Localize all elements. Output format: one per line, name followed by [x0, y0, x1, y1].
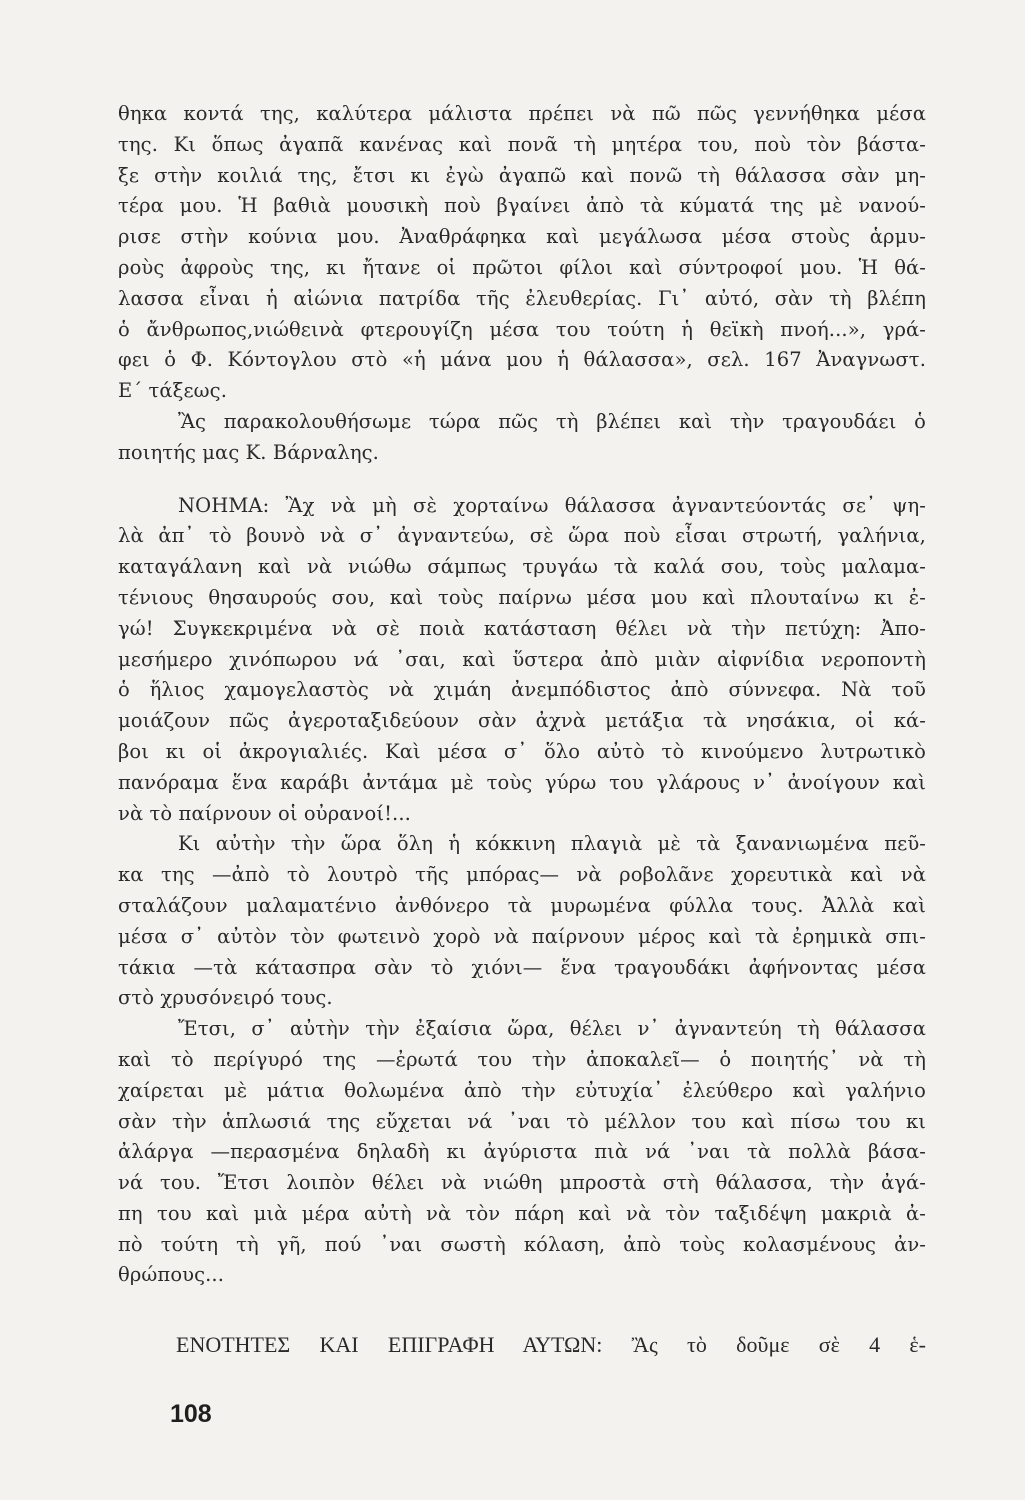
- text-line: ΝΟΗΜΑ: Ἂχ νὰ μὴ σὲ χορταίνω θάλασσα ἀγναντεύοντάς σε᾽ ψη-: [178, 493, 926, 517]
- page-number: 108: [170, 1400, 212, 1428]
- text-line: τένιους θησαυρούς σου, καὶ τοὺς παίρνω μέσα μου καὶ πλουταίνω κι ἐ-: [118, 585, 926, 609]
- text-line: πὸ τούτη τὴ γῆ, πού ᾽ναι σωστὴ κόλαση, ἀπὸ τοὺς κολασμένους ἀν-: [118, 1232, 926, 1256]
- text-line: γώ! Συγκεκριμένα νὰ σὲ ποιὰ κατάσταση θέλει νὰ τὴν πετύχη: Ἀπο-: [118, 616, 926, 640]
- text-line: μοιάζουν πῶς ἀγεροταξιδεύουν σὰν ἀχνὰ μετάξια τὰ νησάκια, οἱ κά-: [118, 709, 926, 733]
- paragraph-2: [118, 407, 926, 469]
- text-line: καὶ τὸ περίγυρό της —ἐρωτά του τὴν ἀποκαλεῖ— ὁ ποιητής᾽ νὰ τὴ: [118, 1047, 926, 1071]
- text-line: της. Κι ὅπως ἀγαπᾶ κανένας καὶ πονᾶ τὴ μητέρα του, ποὺ τὸν βάστα-: [118, 132, 926, 156]
- text-line: λασσα εἶναι ἡ αἰώνια πατρίδα τῆς ἐλευθερίας. Γι᾽ αὐτό, σὰν τὴ βλέπη: [118, 286, 926, 310]
- body-text: [118, 99, 926, 1291]
- text-line: θηκα κοντά της, καλύτερα μάλιστα πρέπει νὰ πῶ πῶς γεννήθηκα μέσα: [118, 102, 926, 125]
- text-line: ὁ ἥλιος χαμογελαστὸς νὰ χιμάη ἀνεμπόδιστος ἀπὸ σύννεφα. Νὰ τοῦ: [118, 678, 926, 702]
- text-line: ποιητής μας Κ. Βάρναλης.: [118, 440, 379, 464]
- text-line: βοι κι οἱ ἀκρογιαλιές. Καὶ μέσα σ᾽ ὅλο αὐτὸ τὸ κινούμενο λυτρωτικὸ: [118, 739, 926, 763]
- text-line: στὸ χρυσόνειρό τους.: [118, 986, 333, 1010]
- text-line: θρώπους...: [118, 1263, 225, 1287]
- text-line: Ἔτσι, σ᾽ αὐτὴν τὴν ἐξαίσια ὥρα, θέλει ν᾽ ἀγναντεύη τὴ θάλασσα: [178, 1017, 926, 1041]
- text-line: ρισε στὴν κούνια μου. Ἀναθράφηκα καὶ μεγάλωσα μέσα στοὺς ἁρμυ-: [118, 225, 926, 249]
- section-heading: ΕΝΟΤΗΤΕΣ ΚΑΙ ΕΠΙΓΡΑΦΗ ΑΥΤΩΝ: Ἂς τὸ δοῦμε σὲ 4 ἑ-: [176, 1332, 926, 1357]
- text-line: καταγάλανη καὶ νὰ νιώθω σάμπως τρυγάω τὰ καλά σου, τοὺς μαλαμα-: [118, 555, 926, 579]
- text-line: νά του. Ἔτσι λοιπὸν θέλει νὰ νιώθη μπροστὰ στὴ θάλασσα, τὴν ἀγά-: [118, 1171, 926, 1195]
- text-line: ἀλάργα —περασμένα δηλαδὴ κι ἀγύριστα πιὰ νά ᾽ναι τὰ πολλὰ βάσα-: [118, 1140, 926, 1164]
- text-line: σταλάζουν μαλαματένιο ἀνθόνερο τὰ μυρωμένα φύλλα τους. Ἀλλὰ καὶ: [118, 893, 926, 917]
- paragraph-3: [118, 491, 926, 830]
- paragraph-gap: [118, 469, 926, 491]
- text-line: Ἂς παρακολουθήσωμε τώρα πῶς τὴ βλέπει καὶ τὴν τραγουδάει ὁ: [178, 409, 926, 433]
- paragraph-1: [118, 99, 926, 407]
- text-line: Κι αὐτὴν τὴν ὥρα ὅλη ἡ κόκκινη πλαγιὰ μὲ τὰ ξανανιωμένα πεῦ-: [178, 832, 926, 856]
- text-line: ὁ ἄνθρωπος,νιώθεινὰ φτερουγίζη μέσα του τούτη ἡ θεϊκὴ πνοή...», γρά-: [118, 317, 926, 341]
- text-line: μεσήμερο χινόπωρου νά ᾽σαι, καὶ ὕστερα ἀπὸ μιὰν αἰφνίδια νεροποντὴ: [118, 647, 926, 671]
- text-line: νὰ τὸ παίρνουν οἱ οὐρανοί!...: [118, 801, 411, 825]
- paragraph-4: [118, 829, 926, 1014]
- text-line: μέσα σ᾽ αὐτὸν τὸν φωτεινὸ χορὸ νὰ παίρνουν μέρος καὶ τὰ ἐρημικὰ σπι-: [118, 924, 926, 948]
- text-line: λὰ ἀπ᾽ τὸ βουνὸ νὰ σ᾽ ἀγναντεύω, σὲ ὥρα ποὺ εἶσαι στρωτή, γαλήνια,: [118, 524, 926, 548]
- text-line: σὰν τὴν ἁπλωσιά της εὔχεται νά ᾽ναι τὸ μέλλον του καὶ πίσω του κι: [118, 1109, 926, 1133]
- text-line: ροὺς ἀφροὺς της, κι ἤτανε οἱ πρῶτοι φίλοι καὶ σύντροφοί μου. Ἡ θά-: [118, 255, 926, 279]
- text-line: πη του καὶ μιὰ μέρα αὐτὴ νὰ τὸν πάρη καὶ νὰ τὸν ταξιδέψη μακριὰ ἀ-: [118, 1201, 926, 1225]
- text-line: χαίρεται μὲ μάτια θολωμένα ἀπὸ τὴν εὐτυχία᾽ ἐλεύθερο καὶ γαλήνιο: [118, 1078, 926, 1102]
- text-line: πανόραμα ἕνα καράβι ἀντάμα μὲ τοὺς γύρω του γλάρους ν᾽ ἀνοίγουν καὶ: [118, 770, 926, 794]
- text-line: ξε στὴν κοιλιά της, ἔτσι κι ἐγὼ ἀγαπῶ καὶ πονῶ τὴ θάλασσα σὰν μη-: [118, 163, 926, 187]
- text-line: τέρα μου. Ἡ βαθιὰ μουσικὴ ποὺ βγαίνει ἀπὸ τὰ κύματά της μὲ νανού-: [118, 194, 926, 218]
- text-line: τάκια —τὰ κάτασπρα σὰν τὸ χιόνι— ἕνα τραγουδάκι ἀφήνοντας μέσα: [118, 955, 926, 979]
- text-line: φει ὁ Φ. Κόντογλου στὸ «ἡ μάνα μου ἡ θάλασσα», σελ. 167 Ἀναγνωστ.: [118, 348, 926, 372]
- text-line: Ε΄ τάξεως.: [118, 379, 228, 403]
- paragraph-5: [118, 1014, 926, 1291]
- text-line: κα της —ἀπὸ τὸ λουτρὸ τῆς μπόρας— νὰ ροβολᾶνε χορευτικὰ καὶ νὰ: [118, 863, 926, 887]
